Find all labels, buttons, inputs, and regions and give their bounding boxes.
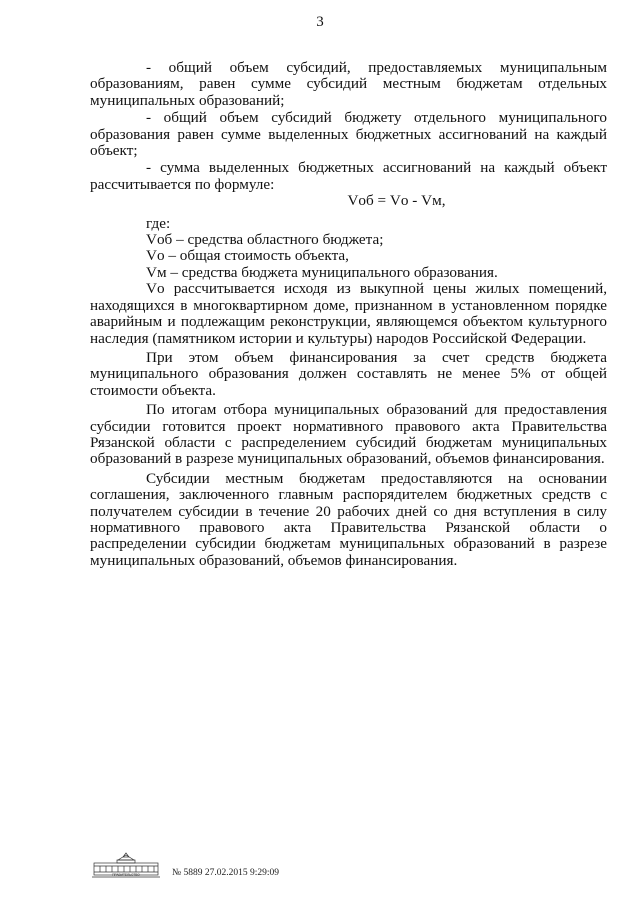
paragraph-total-subsidies: - общий объем субсидий, предоставляемых муниципальным образованиям, равен сумме субсидий местным бюджетам отдельных муниципальных образований;	[90, 59, 607, 109]
paragraph-formula-intro: - сумма выделенных бюджетных ассигнований на каждый объект рассчитывается по формуле:	[90, 159, 607, 193]
paragraph-single-municipality: - общий объем субсидий бюджету отдельного муниципального образования равен сумме выделенных бюджетных ассигнований на каждый объект;	[90, 109, 607, 160]
definition-where: где:	[146, 214, 171, 232]
paragraph-selection-results: По итогам отбора муниципальных образований для предоставления субсидии готовится проект нормативного правового акта Правительства Рязанской области с распределением субсидий бюджетам муниципальных образований в разрезе муниципальных образований, объемов финансирования.	[90, 401, 607, 468]
document-footer	[90, 852, 350, 882]
formula: Vоб = Vо - Vм,	[347, 192, 446, 210]
definition-vo: Vо – общая стоимость объекта,	[146, 247, 349, 265]
svg-text:ПРАВИТЕЛЬСТВО: ПРАВИТЕЛЬСТВО	[112, 873, 140, 877]
document-body	[90, 60, 607, 569]
paragraph-financing-share: При этом объем финансирования за счет средств бюджета муниципального образования должен составлять не менее 5% от общей стоимости объекта.	[90, 348, 607, 399]
paragraph-vo-calculation: Vо рассчитывается исходя из выкупной цены жилых помещений, находящихся в многоквартирном доме, признанном в установленном порядке аварийным и подлежащим реконструкции, являющемся объектом культурного наследия (памятником истории и культуры) народов Российской Федерации.	[90, 280, 607, 347]
definition-vob: Vоб – средства областного бюджета;	[146, 231, 384, 249]
paragraph-agreement: Субсидии местным бюджетам предоставляются на основании соглашения, заключенного главным распорядителем бюджетных средств с получателем субсидии в течение 20 рабочих дней со дня вступления в силу нормативного правового акта Правительства Рязанской области о распределении субсидии бюджетам муниципальных образований в разрезе муниципальных образований, объемов финансирования.	[90, 469, 607, 569]
page-number: 3	[316, 14, 324, 30]
definition-vm: Vм – средства бюджета муниципального образования.	[146, 263, 498, 281]
document-registration-id: № 5889 27.02.2015 9:29:09	[172, 868, 279, 878]
government-building-icon	[90, 852, 162, 880]
